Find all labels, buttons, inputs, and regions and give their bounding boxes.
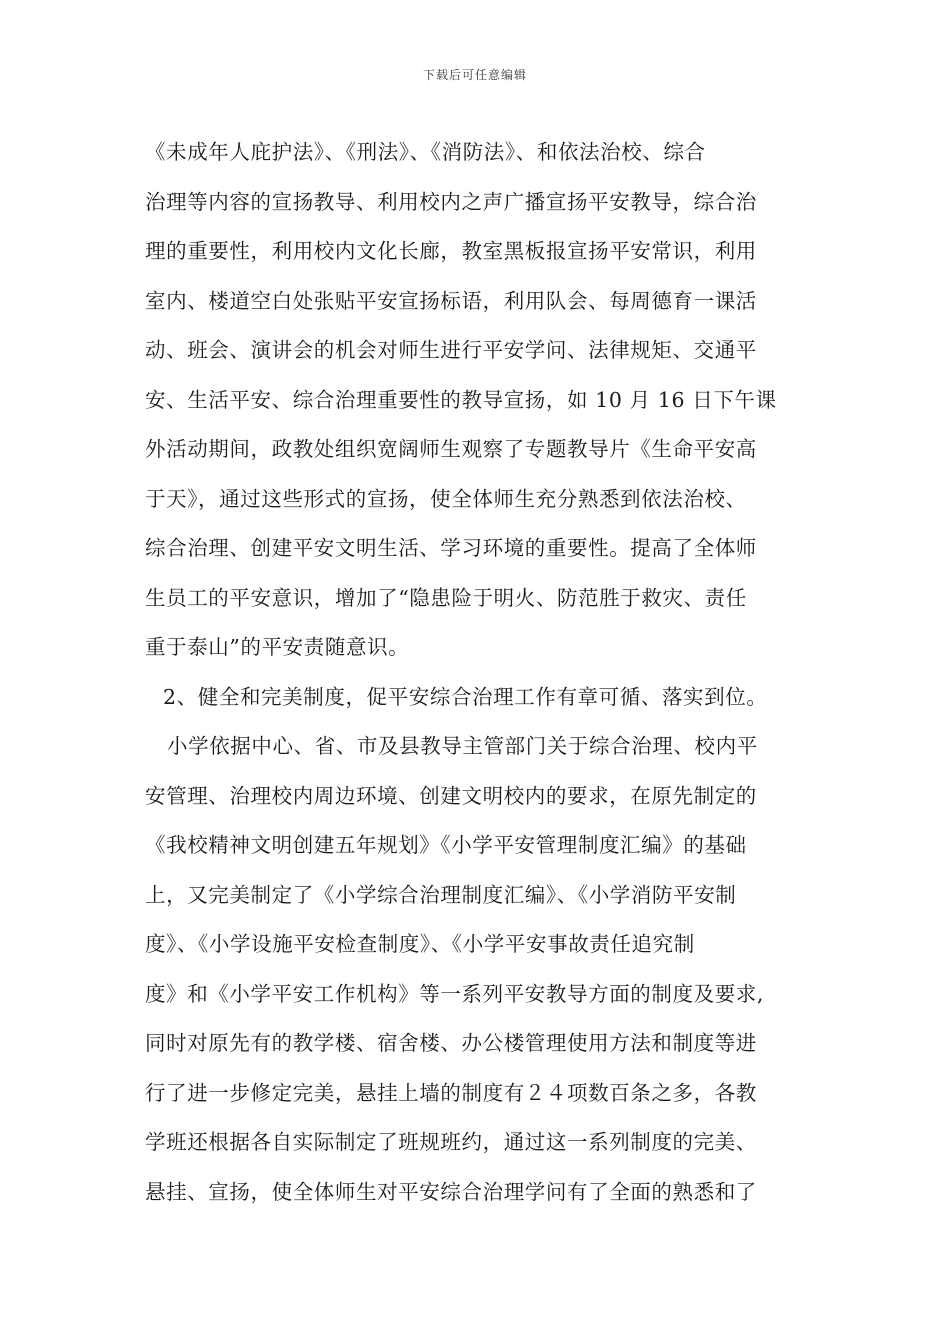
paragraph-line: 《未成年人庇护法》、《刑法》、《消防法》、和依法治校、综合 — [145, 140, 706, 164]
paragraph-line: 重于泰山”的平安责随意识。 — [145, 635, 410, 659]
paragraph-line: 《我校精神文明创建五年规划》《小学平安管理制度汇编》的基础 — [145, 833, 747, 857]
paragraph-line: 度》和《小学平安工作机构》等一系列平安教导方面的制度及要求, — [145, 981, 765, 1006]
paragraph-line: 小学依据中心、省、市及县教导主管部门关于综合治理、校内平 — [167, 734, 758, 758]
paragraph-line: 室内、楼道空白处张贴平安宣扬标语，利用队会、每周德育一课活 — [145, 288, 757, 313]
paragraph-line: 安管理、治理校内周边环境、创建文明校内的要求，在原先制定的 — [145, 783, 757, 808]
paragraph-line: 于天》，通过这些形式的宣扬，使全体师生充分熟悉到依法治校、 — [145, 486, 747, 511]
paragraph-line: 学班还根据各自实际制定了班规班约，通过这一系列制度的完美、 — [145, 1130, 757, 1154]
paragraph-line: 同时对原先有的教学楼、宿舍楼、办公楼管理使用方法和制度等进 — [145, 1031, 757, 1055]
paragraph-line: 外活动期间，政教处组织宽阔师生观察了专题教导片《生命平安高 — [145, 437, 757, 461]
page-header: 下载后可任意编辑 — [422, 68, 527, 82]
paragraph-line: 悬挂、宣扬，使全体师生对平安综合治理学问有了全面的熟悉和了 — [145, 1179, 757, 1204]
paragraph-line: 理的重要性，利用校内文化长廊，教室黑板报宣扬平安常识，利用 — [145, 239, 757, 263]
paragraph-line: 治理等内容的宣扬教导、利用校内之声广播宣扬平安教导，综合治 — [145, 189, 757, 214]
paragraph-line: 综合治理、创建平安文明生活、学习环境的重要性。提高了全体师 — [145, 536, 757, 560]
document-body — [145, 128, 815, 1217]
paragraph-line: 安、生活平安、综合治理重要性的教导宣扬，如 10 月 16 日下午课 — [145, 387, 777, 412]
paragraph-line: 度》、《小学设施平安检查制度》、《小学平安事故责任追究制 — [145, 932, 695, 956]
section-heading: 2、健全和完美制度，促平安综合治理工作有章可循、落实到位。 — [163, 684, 768, 709]
paragraph-line: 上，又完美制定了《小学综合治理制度汇编》、《小学消防平安制 — [145, 882, 737, 907]
paragraph-line: 行了进一步修定完美，悬挂上墙的制度有２４项数百条之多，各教 — [145, 1080, 757, 1105]
paragraph-line: 生员工的平安意识，增加了“隐患险于明火、防范胜于救灾、责任 — [145, 585, 747, 610]
paragraph-line: 动、班会、演讲会的机会对师生进行平安学问、法律规矩、交通平 — [145, 338, 757, 362]
